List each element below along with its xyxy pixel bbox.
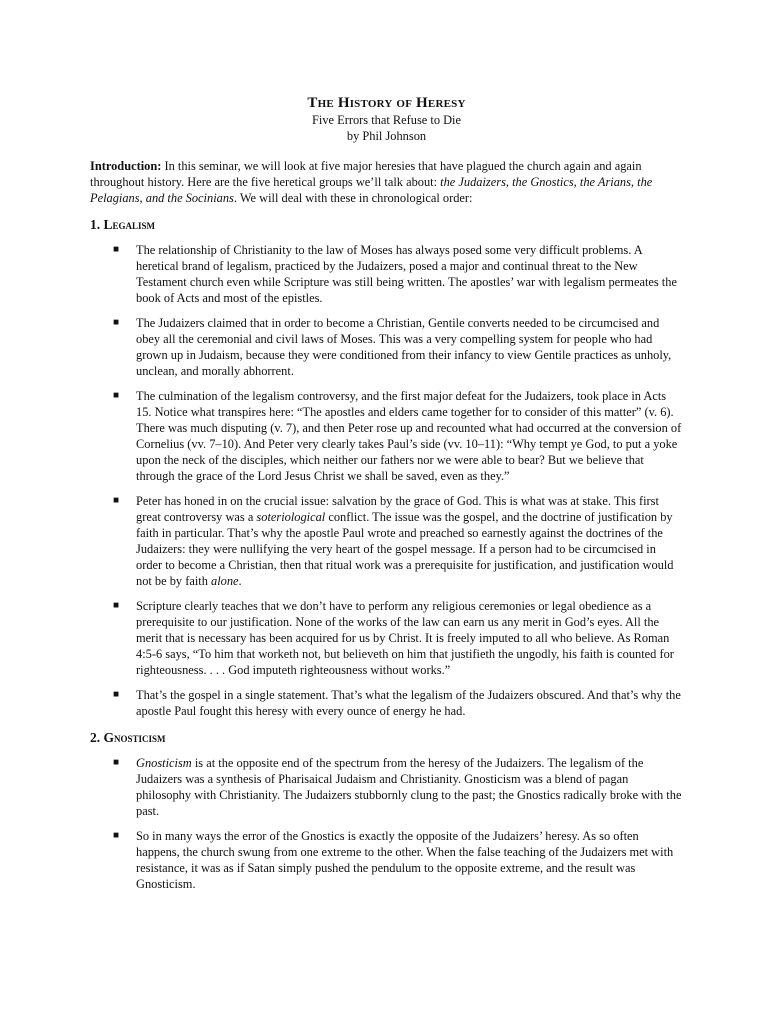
list-item (90, 828, 683, 892)
list-item-text: The Judaizers claimed that in order to become a Christian, Gentile converts needed to be circumcised and obey all the ceremonial and civil laws of Moses. This was a very compelling system for people who had grown up in Judaism, because they were conditioned from their infancy to view Gentile practices as unholy, unclean, and morally abhorrent. (136, 316, 672, 378)
list-item-emphasis: soteriological (256, 510, 326, 524)
document-byline: by Phil Johnson (346, 129, 427, 143)
intro-lead: Introduction: (90, 159, 162, 173)
bullet-icon: ■ (113, 317, 120, 328)
list-item-text: is at the opposite end of the spectrum from the heresy of the Judaizers. The legalism of the Judaizers was a synthesis of Pharisaical Judaism and Christianity. Gnosticism was a blend of pagan philosophy with Christianity. The Judaizers stubbornly clung to the past; the Gnostics radically broke with the past. (136, 756, 682, 818)
section-heading-legalism: 1. Legalism (90, 217, 156, 232)
list-item (90, 242, 683, 306)
list-item (90, 388, 683, 484)
bullet-icon: ■ (113, 495, 120, 506)
bullet-icon: ■ (113, 830, 120, 841)
list-item (90, 315, 683, 379)
list-item-text: Scripture clearly teaches that we don’t have to perform any religious ceremonies or legal obedience as a prerequisite to our justification. None of the works of the law can earn us any merit in God’s eyes. All the merit that is necessary has been acquired for us by Christ. It is freely imputed to all who believe. As Roman 4:5-6 says, “To him that worketh not, but believeth on him that justifieth the ungodly, his faith is counted for righteousness. . . . God imputeth righteousness without works.” (136, 599, 674, 677)
list-item-text: The relationship of Christianity to the law of Moses has always posed some very difficult problems. A heretical brand of legalism, practiced by the Judaizers, posed a major and continual threat to the New Testament church even while Scripture was still being written. The apostles’ war with legalism permeates the book of Acts and most of the epistles. (136, 243, 677, 305)
list-item (90, 687, 683, 719)
bullet-icon: ■ (113, 689, 120, 700)
list-item (90, 755, 683, 819)
legalism-bullet-list (90, 242, 683, 719)
intro-paragraph (90, 158, 683, 206)
list-item-text: That’s the gospel in a single statement. That’s what the legalism of the Judaizers obscured. And that’s why the apostle Paul fought this heresy with every ounce of energy he had. (136, 688, 681, 718)
bullet-icon: ■ (113, 390, 120, 401)
document-subtitle: Five Errors that Refuse to Die (312, 113, 461, 127)
gnosticism-bullet-list (90, 755, 683, 892)
intro-text: In this seminar, we will look at five major heresies that have plagued the church again and again throughout history. Here are the five heretical groups we’ll talk about: (90, 159, 642, 189)
intro-text-end: . We will deal with these in chronological order: (233, 191, 473, 205)
intro-groups: the Judaizers, the Gnostics, the Arians, the Pelagians, and the Socinians (90, 175, 653, 205)
section-heading-gnosticism: 2. Gnosticism (90, 730, 166, 745)
bullet-icon: ■ (113, 244, 120, 255)
list-item-emphasis: alone (211, 574, 239, 588)
list-item-emphasis: Gnosticism (136, 756, 192, 770)
list-item-text: The culmination of the legalism controversy, and the first major defeat for the Judaizers, took place in Acts 15. Notice what transpires here: “The apostles and elders came together for to consider of this matter” (v. 6). There was much disputing (v. 7), and then Peter rose up and recounted what had occurred at the conversion of Cornelius (vv. 7–10). And Peter very clearly takes Paul’s side (vv. 10–11): “Why tempt ye God, to put a yoke upon the neck of the disciples, which neither our fathers nor we were able to bear? But we believe that through the grace of the Lord Jesus Christ we shall be saved, even as they.” (136, 389, 682, 483)
list-item (90, 493, 683, 589)
bullet-icon: ■ (113, 600, 120, 611)
list-item (90, 598, 683, 678)
list-item-text: So in many ways the error of the Gnostics is exactly the opposite of the Judaizers’ heresy. As so often happens, the church swung from one extreme to the other. When the false teaching of the Judaizers met with resistance, it was as if Satan simply pushed the pendulum to the opposite extreme, and the result was Gnosticism. (136, 829, 674, 891)
bullet-icon: ■ (113, 757, 120, 768)
list-item-text: Peter has honed in on the crucial issue: salvation by the grace of God. This is what was at stake. This first great controversy was a (136, 494, 659, 524)
document-title: The History of Heresy (307, 95, 466, 111)
list-item-text: . (238, 574, 242, 588)
list-item-text: conflict. The issue was the gospel, and the doctrine of justification by faith in particular. That’s why the apostle Paul wrote and preached so earnestly against the doctrines of the Judaizers: they were nullifying the very heart of the gospel message. If a person had to be circumcised in order to become a Christian, then that ritual work was a prerequisite for justification, and justification would not be by faith (136, 510, 674, 588)
